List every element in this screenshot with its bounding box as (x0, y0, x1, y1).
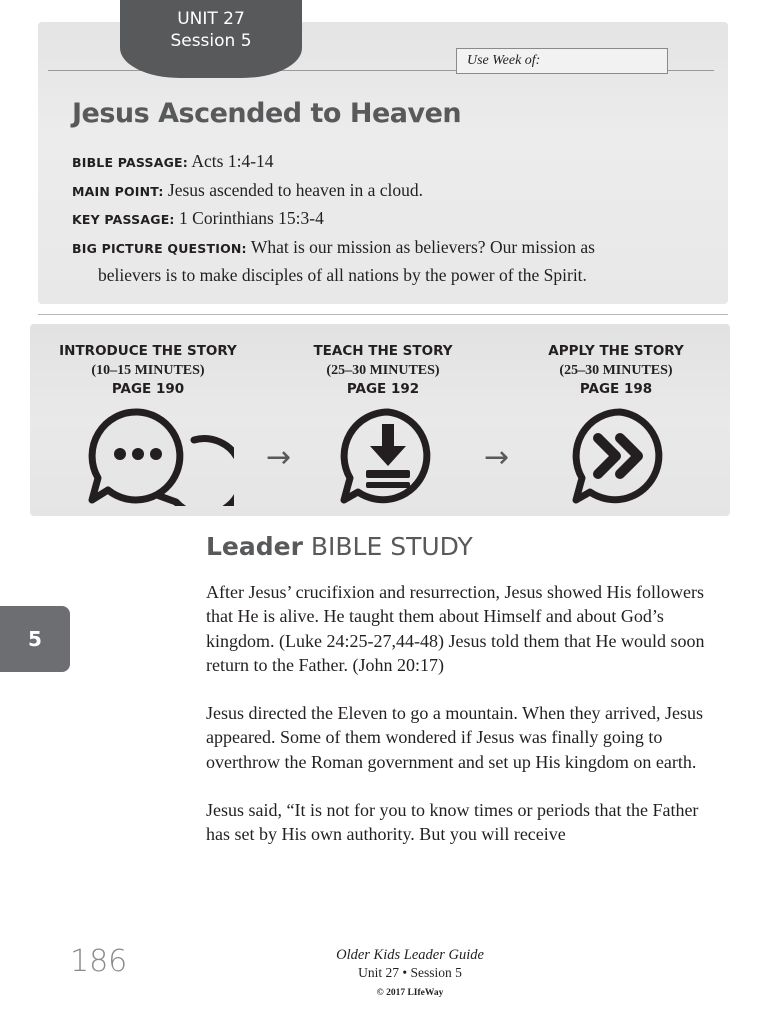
big-picture-label: BIG PICTURE QUESTION: (72, 240, 247, 256)
main-point-row (72, 177, 712, 206)
use-week-of-field[interactable] (456, 48, 668, 74)
footer (300, 946, 520, 1004)
step-minutes: (10–15 MINUTES) (91, 363, 205, 378)
section-title (206, 532, 473, 561)
step-page: PAGE 198 (579, 381, 653, 397)
step-heading: TEACH THE STORY (313, 343, 453, 359)
bible-study-body (206, 580, 726, 871)
key-passage-label: KEY PASSAGE: (72, 212, 175, 227)
main-point-value: Jesus ascended to heaven in a cloud. (167, 179, 424, 200)
lesson-title: Jesus Ascended to Heaven (72, 98, 462, 129)
bible-passage-value: Acts 1:4-14 (191, 151, 274, 171)
big-picture-row (72, 234, 712, 263)
step-introduce (33, 342, 263, 399)
section-title-rest: BIBLE STUDY (302, 532, 473, 561)
lesson-info (72, 148, 712, 289)
session-label: Session 5 (170, 31, 252, 51)
download-icon (338, 406, 438, 511)
unit-session-footer: Unit 27 • Session 5 (358, 965, 462, 980)
main-point-label: MAIN POINT: (72, 183, 164, 199)
flow-arrow: → (484, 440, 510, 475)
session-side-tab: 5 (0, 606, 70, 672)
unit-session-tab (120, 0, 302, 78)
big-picture-value-line1: What is our mission as believers? Our mission as (250, 236, 595, 257)
fast-forward-icon (568, 406, 672, 511)
guide-title: Older Kids Leader Guide (336, 947, 484, 963)
flow-arrow: → (266, 440, 292, 475)
body-paragraph: Jesus directed the Eleven to go a mountain. When they arrived, Jesus appeared. Some of them wondered if Jesus was finally going to overthrow the Roman government and set up His kingdom on earth. (206, 703, 704, 772)
unit-label: UNIT 27 (177, 9, 245, 29)
step-page: PAGE 192 (346, 381, 420, 397)
key-passage-row (72, 205, 712, 234)
bible-passage-row (72, 148, 712, 177)
key-passage-value: 1 Corinthians 15:3-4 (179, 208, 324, 228)
section-title-bold: Leader (206, 532, 303, 561)
big-picture-value-line2: believers is to make disciples of all nations by the power of the Spirit. (98, 265, 587, 285)
step-minutes: (25–30 MINUTES) (326, 363, 440, 378)
section-divider (38, 314, 728, 315)
page-number: 186 (70, 944, 128, 979)
step-heading: APPLY THE STORY (548, 343, 684, 359)
body-paragraph: After Jesus’ crucifixion and resurrection, Jesus showed His followers that He is alive. He taught them about Himself and about God’s kingdom. (Luke 24:25-27,44-48) Jesus told them that He would soon return to the Father. (John 20:17) (206, 582, 705, 675)
bible-passage-label: BIBLE PASSAGE: (72, 155, 188, 170)
body-paragraph: Jesus said, “It is not for you to know times or periods that the Father has set by His own authority. But you will receive (206, 800, 699, 845)
step-page: PAGE 190 (111, 381, 185, 397)
copyright: © 2017 LIfeWay (376, 988, 444, 998)
step-teach (268, 342, 498, 399)
use-week-of-label: Use Week of: (467, 53, 541, 68)
chat-bubbles-icon (84, 406, 234, 511)
step-heading: INTRODUCE THE STORY (59, 343, 237, 359)
step-apply (501, 342, 731, 399)
step-minutes: (25–30 MINUTES) (559, 363, 673, 378)
